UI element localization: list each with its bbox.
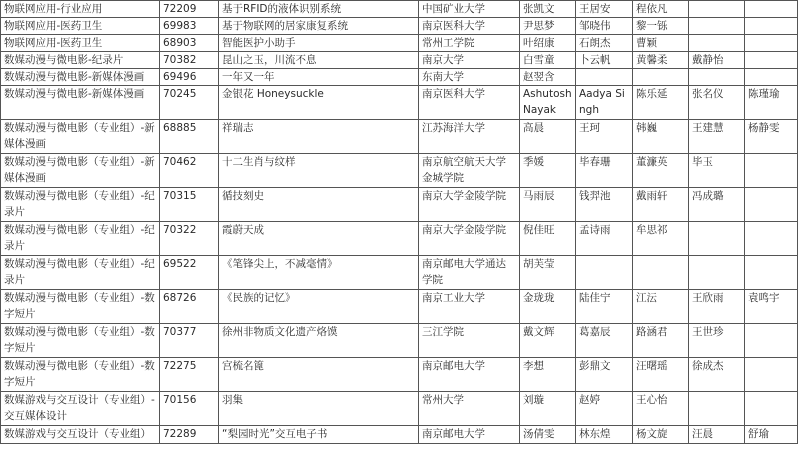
author-cell: 卜云帆 [576,52,633,69]
category-cell: 物联网应用-行业应用 [1,1,160,18]
author-cell [745,35,798,52]
author-cell: 戴雨轩 [633,188,689,222]
project-title-cell: 祥瑞志 [219,120,419,154]
project-id-cell: 69983 [160,18,219,35]
author-cell: 戴静怡 [689,52,745,69]
author-cell: 孟诗雨 [576,222,633,256]
author-cell [745,69,798,86]
category-cell: 物联网应用-医药卫生 [1,35,160,52]
project-id-cell: 68885 [160,120,219,154]
author-cell [633,69,689,86]
table-row [1,120,798,154]
author-cell: Ashutosh Nayak [520,86,576,120]
author-cell: 赵翌含 [520,69,576,86]
author-cell: 汪晨 [689,426,745,444]
author-cell: 舒瑜 [745,426,798,444]
author-cell: 尹思梦 [520,18,576,35]
project-title-cell: 一年又一年 [219,69,419,86]
author-cell: 王珂 [576,120,633,154]
school-cell: 中国矿业大学 [419,1,520,18]
project-title-cell: 昆山之玉，川流不息 [219,52,419,69]
author-cell: 钱羿池 [576,188,633,222]
project-id-cell: 70462 [160,154,219,188]
author-cell: 李想 [520,358,576,392]
project-title-cell: 金银花 Honeysuckle [219,86,419,120]
author-cell: 袁鸣宇 [745,290,798,324]
school-cell: 南京邮电大学 [419,426,520,444]
category-cell: 数媒动漫与微电影（专业组）-纪录片 [1,256,160,290]
category-cell: 数媒游戏与交互设计（专业组） [1,426,160,444]
project-id-cell: 70322 [160,222,219,256]
author-cell: 白雪童 [520,52,576,69]
category-cell: 数媒动漫与微电影（专业组）-数字短片 [1,290,160,324]
school-cell: 南京医科大学 [419,18,520,35]
table-row [1,358,798,392]
author-cell: 王欣雨 [689,290,745,324]
project-title-cell: 徐州非物质文化遗产烙馍 [219,324,419,358]
author-cell: 王建慧 [689,120,745,154]
author-cell: 刘璇 [520,392,576,426]
project-title-cell: 基于RFID的液体识别系统 [219,1,419,18]
author-cell: 胡芙莹 [520,256,576,290]
author-cell: Aadya Singh [576,86,633,120]
project-id-cell: 70245 [160,86,219,120]
author-cell: 毕玉 [689,154,745,188]
school-cell: 南京工业大学 [419,290,520,324]
table-row [1,324,798,358]
author-cell: 张名仪 [689,86,745,120]
table-row [1,18,798,35]
school-cell: 江苏海洋大学 [419,120,520,154]
project-id-cell: 70382 [160,52,219,69]
author-cell [576,256,633,290]
category-cell: 数媒动漫与微电影-新媒体漫画 [1,86,160,120]
school-cell: 南京邮电大学 [419,358,520,392]
author-cell: 张凯文 [520,1,576,18]
author-cell: 曹颖 [633,35,689,52]
author-cell: 葛嘉辰 [576,324,633,358]
author-cell: 倪佳旺 [520,222,576,256]
table-row [1,392,798,426]
author-cell: 牟思祁 [633,222,689,256]
school-cell: 南京大学 [419,52,520,69]
project-id-cell: 68726 [160,290,219,324]
author-cell [689,18,745,35]
project-title-cell: “梨园时光”交互电子书 [219,426,419,444]
project-id-cell: 70156 [160,392,219,426]
school-cell: 常州大学 [419,392,520,426]
author-cell [576,69,633,86]
author-cell: 季媛 [520,154,576,188]
school-cell: 南京大学金陵学院 [419,222,520,256]
author-cell: 王世珍 [689,324,745,358]
project-id-cell: 69522 [160,256,219,290]
project-title-cell: 十二生肖与纹样 [219,154,419,188]
author-cell: 陈瑾瑜 [745,86,798,120]
category-cell: 数媒动漫与微电影（专业组）-纪录片 [1,222,160,256]
author-cell: 马雨辰 [520,188,576,222]
school-cell: 三江学院 [419,324,520,358]
school-cell: 东南大学 [419,69,520,86]
project-title-cell: 《笔锋尖上，不减毫情》 [219,256,419,290]
author-cell: 徐成杰 [689,358,745,392]
author-cell [745,358,798,392]
category-cell: 数媒动漫与微电影（专业组）-新媒体漫画 [1,120,160,154]
author-cell: 邹晓伟 [576,18,633,35]
school-cell: 南京航空航天大学金城学院 [419,154,520,188]
project-id-cell: 70377 [160,324,219,358]
author-cell [689,35,745,52]
author-cell: 王居安 [576,1,633,18]
author-cell [689,69,745,86]
project-title-cell: 霞蔚天成 [219,222,419,256]
author-cell: 毕春珊 [576,154,633,188]
author-cell [745,1,798,18]
author-cell: 黎一铄 [633,18,689,35]
author-cell: 韩巍 [633,120,689,154]
table-row [1,35,798,52]
school-cell: 南京医科大学 [419,86,520,120]
table-row [1,290,798,324]
project-id-cell: 72289 [160,426,219,444]
author-cell: 江沄 [633,290,689,324]
category-cell: 数媒游戏与交互设计（专业组）-交互媒体设计 [1,392,160,426]
author-cell [745,222,798,256]
author-cell: 汪曙瑶 [633,358,689,392]
category-cell: 数媒动漫与微电影（专业组）-新媒体漫画 [1,154,160,188]
author-cell [633,256,689,290]
project-title-cell: 基于物联网的居家康复系统 [219,18,419,35]
table-row [1,256,798,290]
table-body [1,1,798,444]
category-cell: 数媒动漫与微电影（专业组）-纪录片 [1,188,160,222]
author-cell: 程依凡 [633,1,689,18]
author-cell: 王心怡 [633,392,689,426]
author-cell: 林东煌 [576,426,633,444]
author-cell: 陈乐延 [633,86,689,120]
table-row [1,188,798,222]
author-cell: 杨文旋 [633,426,689,444]
project-title-cell: 羽集 [219,392,419,426]
author-cell [689,222,745,256]
category-cell: 数媒动漫与微电影（专业组）-数字短片 [1,358,160,392]
table-row [1,426,798,444]
author-cell [745,52,798,69]
author-cell: 金珑珑 [520,290,576,324]
category-cell: 数媒动漫与微电影（专业组）-数字短片 [1,324,160,358]
author-cell: 汤倩雯 [520,426,576,444]
category-cell: 数媒动漫与微电影-纪录片 [1,52,160,69]
project-id-cell: 72209 [160,1,219,18]
school-cell: 南京邮电大学通达学院 [419,256,520,290]
author-cell: 彭鼎文 [576,358,633,392]
project-id-cell: 68903 [160,35,219,52]
author-cell [745,392,798,426]
author-cell [689,256,745,290]
author-cell: 黄馨柔 [633,52,689,69]
project-title-cell: 智能医护小助手 [219,35,419,52]
author-cell: 路涵君 [633,324,689,358]
author-cell: 冯成璐 [689,188,745,222]
project-title-cell: 宫梳名篦 [219,358,419,392]
author-cell [689,392,745,426]
table-row [1,154,798,188]
project-title-cell: 《民族的记忆》 [219,290,419,324]
project-id-cell: 70315 [160,188,219,222]
author-cell: 杨静雯 [745,120,798,154]
author-cell [689,1,745,18]
author-cell [745,188,798,222]
author-cell [745,154,798,188]
author-cell: 赵婷 [576,392,633,426]
author-cell: 戴文辉 [520,324,576,358]
table-row [1,222,798,256]
category-cell: 物联网应用-医药卫生 [1,18,160,35]
school-cell: 南京大学金陵学院 [419,188,520,222]
author-cell: 叶绍康 [520,35,576,52]
author-cell: 陆佳宁 [576,290,633,324]
author-cell: 石朗杰 [576,35,633,52]
project-id-cell: 69496 [160,69,219,86]
category-cell: 数媒动漫与微电影-新媒体漫画 [1,69,160,86]
table-row [1,69,798,86]
table-row [1,86,798,120]
school-cell: 常州工学院 [419,35,520,52]
project-title-cell: 循技刻史 [219,188,419,222]
author-cell [745,256,798,290]
project-id-cell: 72275 [160,358,219,392]
author-cell: 董濂英 [633,154,689,188]
table-row [1,1,798,18]
author-cell [745,324,798,358]
author-cell: 高晨 [520,120,576,154]
table-row [1,52,798,69]
author-cell [745,18,798,35]
